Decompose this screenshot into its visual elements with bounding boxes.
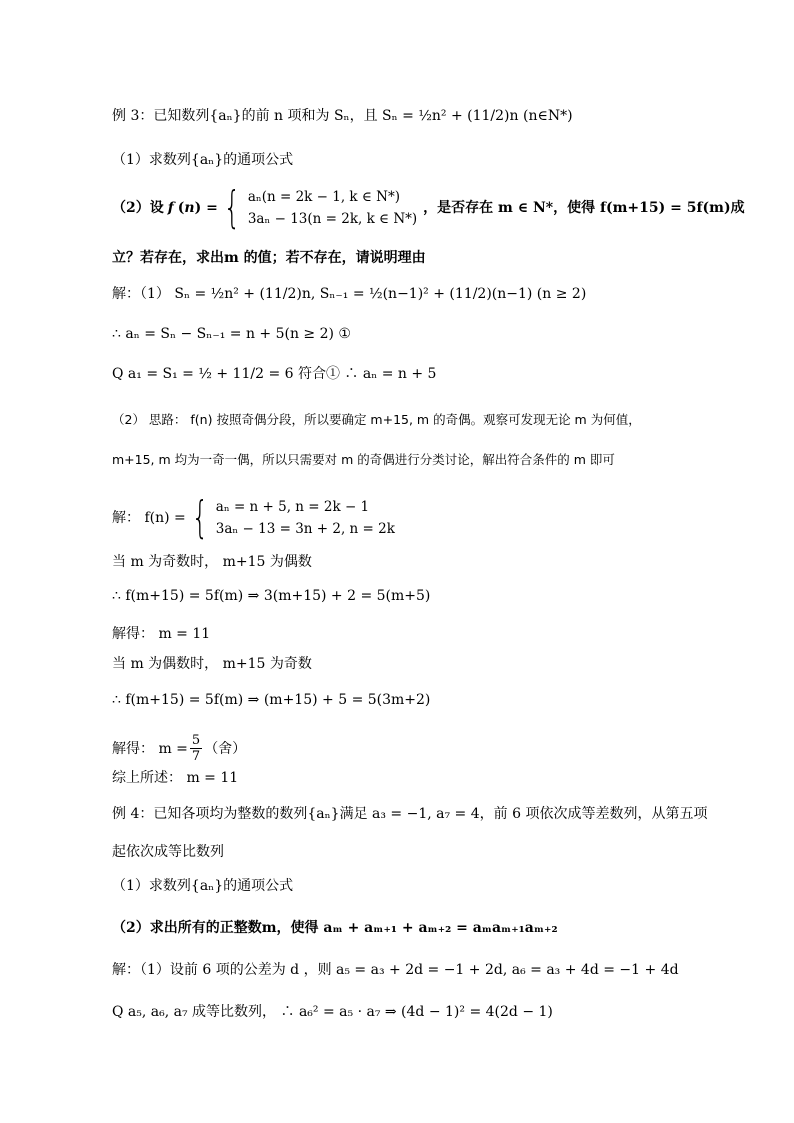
- solution-a1: Q a₁ = S₁ = ½ + 11/2 = 6 符合① ∴ aₙ = n + 5: [112, 366, 437, 382]
- result-even: [112, 733, 246, 764]
- hint-line1: （2） 思路： f(n) 按照奇偶分段，所以要确定 m+15, m 的奇偶。观察可发现无论 m 为何值，: [112, 412, 641, 427]
- part2-prefix: （2）设: [112, 200, 164, 216]
- example4-part1: （1）求数列{aₙ}的通项公式: [112, 878, 294, 894]
- example4-statement-cont: 起依次成等比数列: [112, 844, 224, 860]
- example4-part2: （2）求出所有的正整数m，使得 aₘ + aₘ₊₁ + aₘ₊₂ = aₘaₘ₊₁aₘ₊₂: [112, 920, 558, 936]
- example3-part2: （2）设 f ( n ) = { aₙ(n = 2k − 1, k ∈ N*) 3aₙ − 13(n = 2k, k ∈ N*) ，是否存在 m ∈ N*，使得 f(m+15) = 5f(m)成: [112, 182, 745, 233]
- result-even-prefix: 解得： m =: [112, 740, 188, 757]
- summary: 综上所述： m = 11: [112, 770, 239, 786]
- equation-odd: ∴ f(m+15) = 5f(m) ⇒ 3(m+15) + 2 = 5(m+5): [112, 588, 431, 604]
- solution-case-odd: aₙ = n + 5, n = 2k − 1: [215, 499, 370, 515]
- example4-solution-geo: Q a₅, a₆, a₇ 成等比数列， ∴ a₆² = a₅ · a₇ ⇒ (4d − 1)² = 4(2d − 1): [112, 1004, 553, 1020]
- solution-sn: 解：（1） Sₙ = ½n² + (11/2)n, Sₙ₋₁ = ½(n−1)² + (11/2)(n−1) (n ≥ 2): [112, 286, 587, 302]
- fraction-5-7: [190, 733, 202, 764]
- example4-solution-d: 解：（1）设前 6 项的公差为 d ，则 a₅ = a₃ + 2d = −1 + 2d, a₆ = a₃ + 4d = −1 + 4d: [112, 962, 679, 978]
- solution-case-even: 3aₙ − 13 = 3n + 2, n = 2k: [215, 521, 395, 537]
- solution-piecewise-prefix: 解： f(n) =: [112, 510, 186, 526]
- solution-piecewise: [112, 492, 395, 543]
- example3-part1: （1）求数列{aₙ}的通项公式: [112, 152, 294, 168]
- result-odd: 解得： m = 11: [112, 626, 211, 642]
- solution-an: ∴ aₙ = Sₙ − Sₙ₋₁ = n + 5(n ≥ 2) ①: [112, 326, 351, 342]
- fraction-denominator: 7: [191, 749, 201, 764]
- piecewise-brace: { aₙ(n = 2k − 1, k ∈ N*) 3aₙ − 13(n = 2k, k ∈ N*): [223, 182, 418, 233]
- example3-statement: 例 3：已知数列{aₙ}的前 n 项和为 Sₙ，且 Sₙ = ½n² + (11/2)n (n∈N*): [112, 108, 573, 124]
- result-even-suffix: （舍）: [204, 740, 247, 757]
- example4-statement: 例 4：已知各项均为整数的数列{aₙ}满足 a₃ = −1, a₇ = 4，前 6 项依次成等差数列，从第五项: [112, 806, 708, 822]
- part2-suffix: ，是否存在 m ∈ N*，使得 f(m+15) = 5f(m)成: [423, 200, 745, 216]
- fraction-numerator: 5: [191, 733, 201, 748]
- hint-line2: m+15, m 均为一奇一偶，所以只需要对 m 的奇偶进行分类讨论，解出符合条件的 m 即可: [112, 452, 615, 467]
- example3-part2-cont: 立？若存在，求出m 的值；若不存在，请说明理由: [112, 250, 426, 266]
- equation-even: ∴ f(m+15) = 5f(m) ⇒ (m+15) + 5 = 5(3m+2): [112, 692, 431, 708]
- case-odd: aₙ(n = 2k − 1, k ∈ N*): [247, 189, 400, 205]
- solution-brace: { aₙ = n + 5, n = 2k − 1 3aₙ − 13 = 3n + 2, n = 2k: [191, 492, 395, 543]
- case-even: 3aₙ − 13(n = 2k, k ∈ N*): [247, 211, 418, 227]
- case-m-even: 当 m 为偶数时， m+15 为奇数: [112, 656, 312, 672]
- case-m-odd: 当 m 为奇数时， m+15 为偶数: [112, 554, 312, 570]
